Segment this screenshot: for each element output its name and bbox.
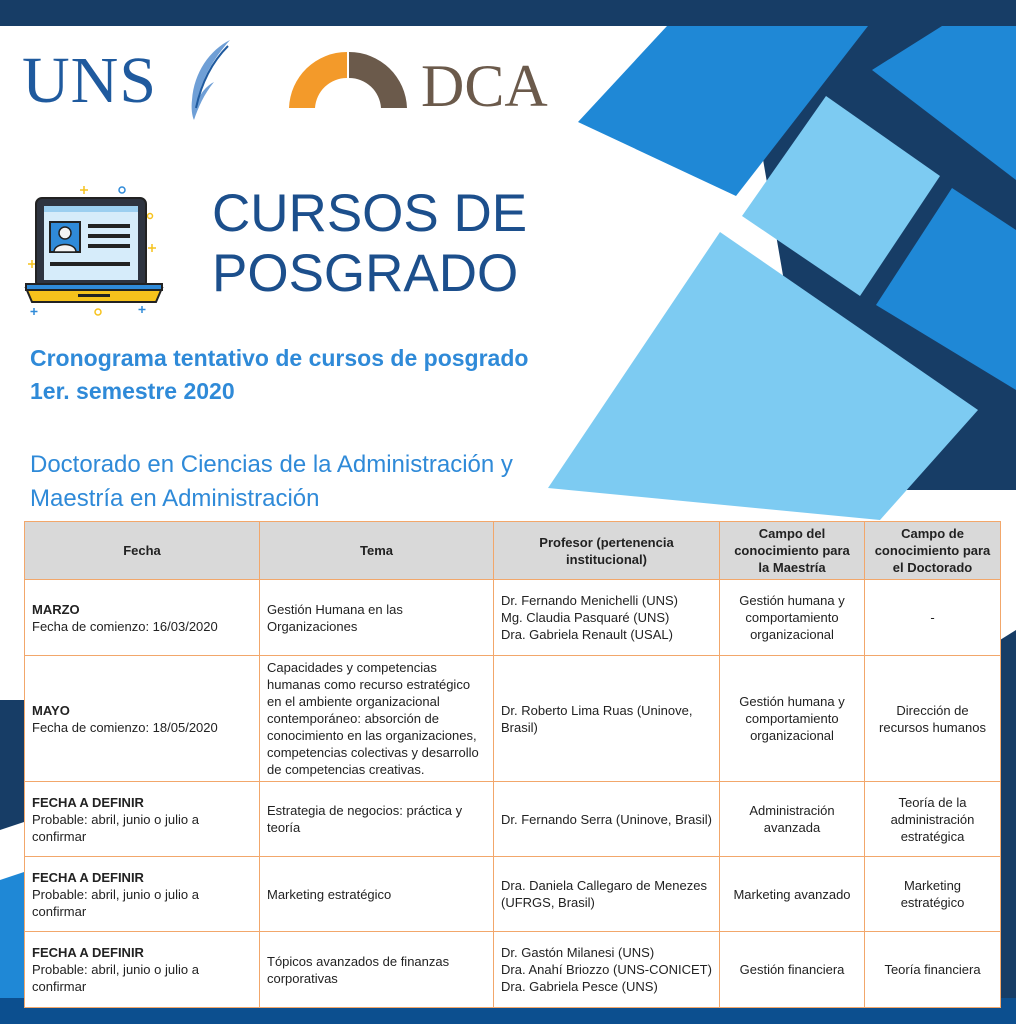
fecha-sub: Fecha de comienzo: 16/03/2020 <box>32 618 218 634</box>
deco-navy-right-bottom <box>1000 630 1016 998</box>
table-row <box>25 857 1001 932</box>
fecha-sub: Fecha de comienzo: 18/05/2020 <box>32 719 218 735</box>
cell-campo-doctorado: Teoría de la administración estratégica <box>865 782 1001 857</box>
cell-campo-maestria: Gestión financiera <box>720 932 865 1008</box>
profesor-name: Dra. Gabriela Pesce (UNS) <box>501 979 658 994</box>
cell-fecha <box>25 857 260 932</box>
cell-campo-doctorado: Marketing estratégico <box>865 857 1001 932</box>
header-doctorado-line-1: Campo de <box>901 526 964 541</box>
course-table <box>24 521 1001 1008</box>
table-row <box>25 932 1001 1008</box>
cell-tema: Gestión Humana en las Organizaciones <box>260 580 494 656</box>
cell-campo-maestria: Marketing avanzado <box>720 857 865 932</box>
header-profesor-line-2: (pertenencia institucional) <box>566 534 674 567</box>
header-maestria-line-2: conocimiento para la <box>734 543 850 575</box>
fecha-sub: Probable: abril, junio o julio a confirmar <box>32 811 199 844</box>
header-maestria-line-3: Maestría <box>772 560 826 575</box>
table-row <box>25 580 1001 656</box>
page-title-line-1: CURSOS DE <box>212 184 528 243</box>
program-line-2: Maestría en Administración <box>30 485 320 512</box>
subtitle-line-2: 1er. semestre 2020 <box>30 378 235 404</box>
page-title-line-2: POSGRADO <box>212 244 519 303</box>
cell-campo-maestria: Gestión humana y comportamiento organizacional <box>720 656 865 782</box>
arc-icon <box>285 46 411 116</box>
fecha-title: FECHA A DEFINIR <box>32 794 144 810</box>
profesor-name: Dra. Gabriela Renault (USAL) <box>501 627 673 642</box>
uns-logo-text: UNS <box>22 44 158 117</box>
profesor-name: Dr. Gastón Milanesi (UNS) <box>501 945 655 960</box>
header-profesor-line-1: Profesor <box>539 534 593 550</box>
program-line-1: Doctorado en Ciencias de la Administración y <box>30 451 513 478</box>
uns-logo <box>22 38 232 122</box>
profesor-name: Dr. Fernando Serra (Uninove, Brasil) <box>501 811 712 827</box>
cell-campo-doctorado: Dirección de recursos humanos <box>865 656 1001 782</box>
table-row <box>25 782 1001 857</box>
fecha-title: FECHA A DEFINIR <box>32 869 144 885</box>
header-doctorado-line-3: el Doctorado <box>892 560 973 575</box>
cell-campo-doctorado: Teoría financiera <box>865 932 1001 1008</box>
cell-campo-doctorado: - <box>865 580 1001 656</box>
program-heading <box>30 448 590 516</box>
cell-profesor <box>494 932 720 1008</box>
cell-tema: Capacidades y competencias humanas como recurso estratégico en el ambiente organizacional contemporáneo: absorción de conocimiento en las organizaciones, competencias colectivas y desarrollo de competencias creativas. <box>260 656 494 782</box>
profesor-name: Dr. Roberto Lima Ruas (Uninove, Brasil) <box>501 702 693 735</box>
table-header-row <box>25 522 1001 580</box>
page-title <box>212 184 592 304</box>
laptop-profile-icon <box>22 180 166 320</box>
header-fecha: Fecha <box>25 522 260 580</box>
profesor-name: Mg. Claudia Pasquaré (UNS) <box>501 610 670 625</box>
fecha-sub: Probable: abril, junio o julio a confirmar <box>32 886 199 919</box>
cell-profesor <box>494 857 720 932</box>
schedule-subtitle <box>30 342 590 408</box>
header-doctorado-line-2: conocimiento para <box>874 543 991 558</box>
table-row <box>25 656 1001 782</box>
cell-tema: Tópicos avanzados de finanzas corporativas <box>260 932 494 1008</box>
header-campo-maestria <box>720 522 865 580</box>
cell-tema: Estrategia de negocios: práctica y teoría <box>260 782 494 857</box>
dca-logo-text: DCA <box>421 53 548 119</box>
header-campo-doctorado <box>865 522 1001 580</box>
cell-profesor <box>494 782 720 857</box>
cell-campo-maestria: Gestión humana y comportamiento organizacional <box>720 580 865 656</box>
fecha-title: MAYO <box>32 702 70 718</box>
cell-fecha <box>25 656 260 782</box>
profesor-name: Dr. Fernando Menichelli (UNS) <box>501 593 679 608</box>
header-profesor <box>494 522 720 580</box>
fecha-sub: Probable: abril, junio o julio a confirmar <box>32 962 199 994</box>
cell-profesor <box>494 580 720 656</box>
cell-fecha <box>25 932 260 1008</box>
fecha-title: FECHA A DEFINIR <box>32 945 144 960</box>
header-maestria-line-1: Campo del <box>758 526 826 541</box>
cell-tema: Marketing estratégico <box>260 857 494 932</box>
dca-logo <box>285 46 560 120</box>
profesor-name: Dra. Daniela Callegaro de Menezes (UFRGS, Brasil) <box>501 878 707 910</box>
fecha-title: MARZO <box>32 601 80 617</box>
subtitle-line-1: Cronograma tentativo de cursos de posgrado <box>30 345 529 371</box>
cell-profesor <box>494 656 720 782</box>
feather-icon <box>180 38 236 122</box>
cell-campo-maestria: Administración avanzada <box>720 782 865 857</box>
cell-fecha <box>25 782 260 857</box>
profesor-name: Dra. Anahí Briozzo (UNS-CONICET) <box>501 962 712 977</box>
header-tema: Tema <box>260 522 494 580</box>
cell-fecha <box>25 580 260 656</box>
